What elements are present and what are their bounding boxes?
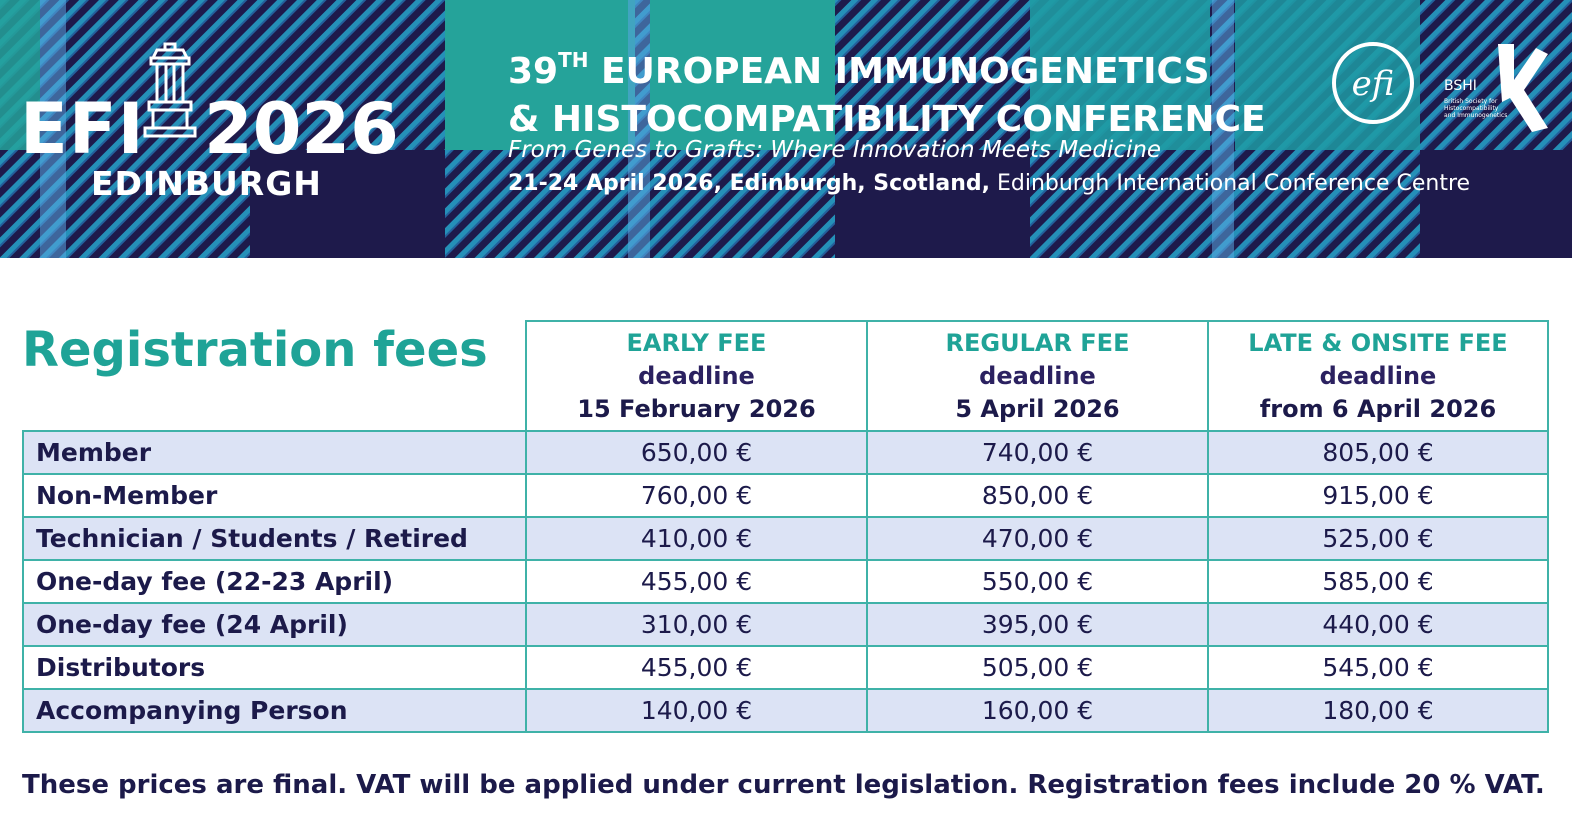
price-cell: 550,00 € bbox=[867, 560, 1208, 603]
price-cell: 915,00 € bbox=[1208, 474, 1548, 517]
price-cell: 740,00 € bbox=[867, 431, 1208, 474]
price-cell: 440,00 € bbox=[1208, 603, 1548, 646]
price-cell: 585,00 € bbox=[1208, 560, 1548, 603]
conference-tagline: From Genes to Grafts: Where Innovation Meets Medicine bbox=[508, 137, 1162, 163]
table-row bbox=[23, 689, 1548, 732]
row-label: Non-Member bbox=[23, 474, 526, 517]
table-row bbox=[23, 603, 1548, 646]
row-label: Technician / Students / Retired bbox=[23, 517, 526, 560]
table-row bbox=[23, 646, 1548, 689]
bshi-small-text: British Society for Histocompatibility and Immunogenetics bbox=[1444, 98, 1508, 119]
price-cell: 650,00 € bbox=[526, 431, 867, 474]
logo-city-text: EDINBURGH bbox=[91, 164, 322, 203]
row-label: Distributors bbox=[23, 646, 526, 689]
row-label: Accompanying Person bbox=[23, 689, 526, 732]
conference-title bbox=[508, 36, 1266, 144]
price-cell: 310,00 € bbox=[526, 603, 867, 646]
price-cell: 760,00 € bbox=[526, 474, 867, 517]
bshi-logo bbox=[1440, 40, 1552, 136]
price-cell: 140,00 € bbox=[526, 689, 867, 732]
price-cell: 505,00 € bbox=[867, 646, 1208, 689]
price-cell: 455,00 € bbox=[526, 646, 867, 689]
table-row bbox=[23, 431, 1548, 474]
efi-badge-icon bbox=[1330, 40, 1416, 126]
column-header-late: LATE & ONSITE FEE deadline from 6 April 2026 bbox=[1208, 321, 1548, 431]
logo-year-text: 2026 bbox=[204, 88, 399, 170]
price-cell: 180,00 € bbox=[1208, 689, 1548, 732]
column-header-regular: REGULAR FEE deadline 5 April 2026 bbox=[867, 321, 1208, 431]
row-label: One-day fee (24 April) bbox=[23, 603, 526, 646]
logo-efi-text: EFI bbox=[20, 88, 145, 170]
price-cell: 545,00 € bbox=[1208, 646, 1548, 689]
price-cell: 410,00 € bbox=[526, 517, 867, 560]
efi-2026-logo bbox=[18, 40, 398, 210]
price-cell: 525,00 € bbox=[1208, 517, 1548, 560]
registration-fees-heading: Registration fees bbox=[22, 322, 488, 378]
vat-footnote: These prices are final. VAT will be applied under current legislation. Registration fees include 20 % VAT. bbox=[22, 770, 1545, 800]
conference-title-line2: & HISTOCOMPATIBILITY CONFERENCE bbox=[508, 99, 1266, 140]
conference-dates: 21-24 April 2026, Edinburgh, Scotland, Edinburgh International Conference Centre bbox=[508, 171, 1471, 196]
price-cell: 160,00 € bbox=[867, 689, 1208, 732]
conference-title-line1: 39TH EUROPEAN IMMUNOGENETICS bbox=[508, 48, 1210, 92]
price-cell: 470,00 € bbox=[867, 517, 1208, 560]
price-cell: 850,00 € bbox=[867, 474, 1208, 517]
conference-banner bbox=[0, 0, 1572, 258]
price-cell: 395,00 € bbox=[867, 603, 1208, 646]
price-cell: 805,00 € bbox=[1208, 431, 1548, 474]
svg-text:efi: efi bbox=[1351, 64, 1395, 104]
registration-fees-table bbox=[22, 320, 1549, 733]
table-row bbox=[23, 474, 1548, 517]
row-label: One-day fee (22-23 April) bbox=[23, 560, 526, 603]
price-cell: 455,00 € bbox=[526, 560, 867, 603]
row-label: Member bbox=[23, 431, 526, 474]
column-header-early: EARLY FEE deadline 15 February 2026 bbox=[526, 321, 867, 431]
table-row bbox=[23, 517, 1548, 560]
bshi-text: BSHI bbox=[1444, 78, 1477, 94]
table-row bbox=[23, 560, 1548, 603]
monument-icon bbox=[137, 40, 203, 140]
